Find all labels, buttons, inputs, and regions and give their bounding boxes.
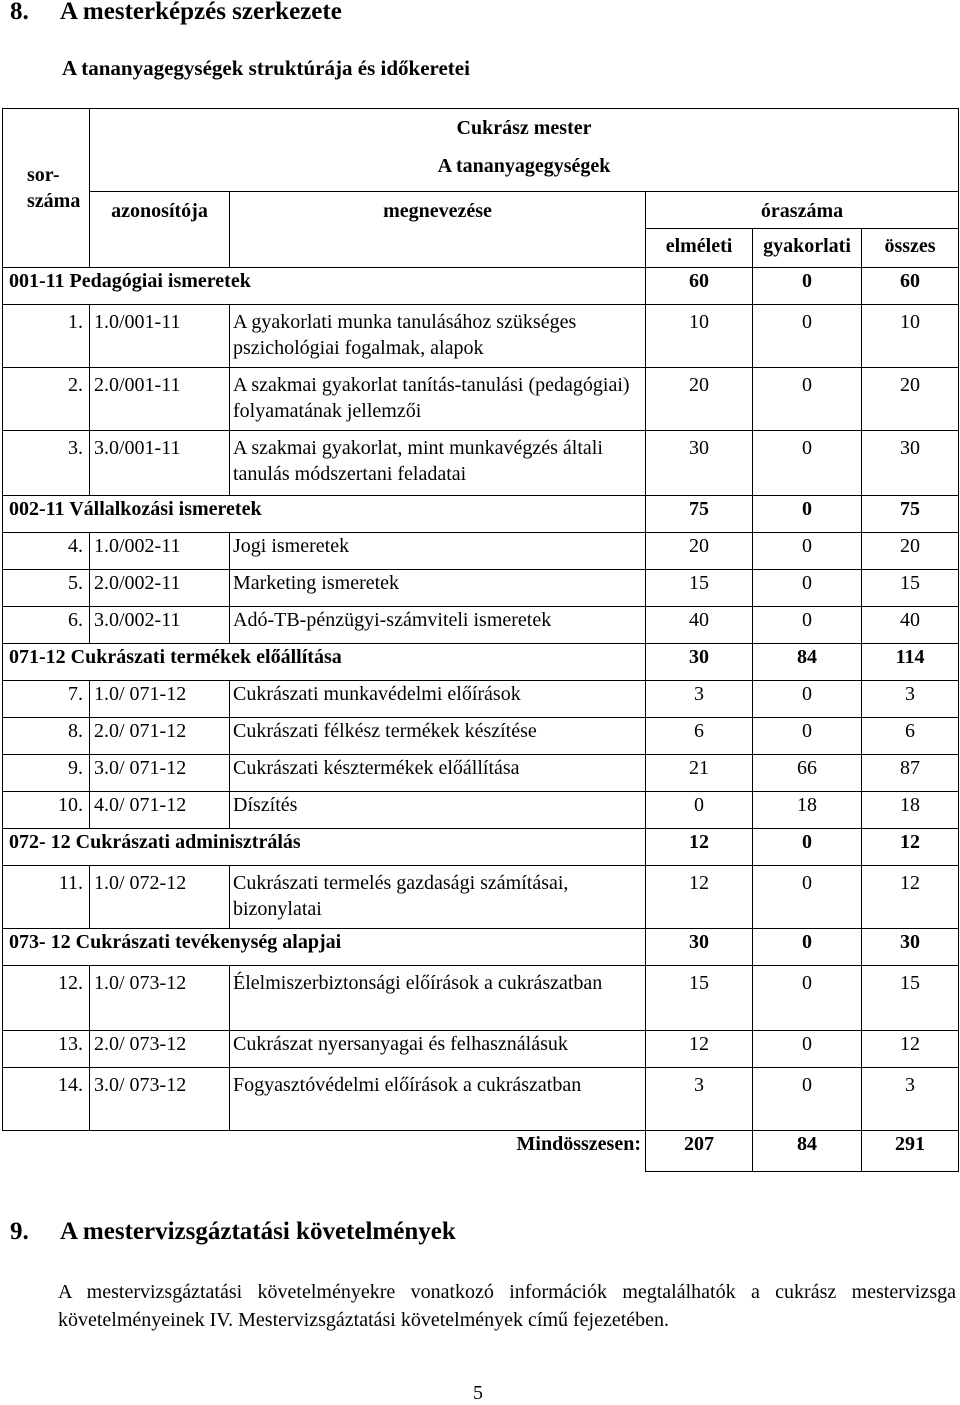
- row-id: 1.0/002-11: [90, 533, 230, 570]
- gyakorlati-value: 0: [753, 570, 862, 607]
- header-gyakorlati: gyakorlati: [753, 229, 862, 268]
- row-number: 7.: [3, 681, 90, 718]
- header-osszes: összes: [862, 229, 959, 268]
- total-label: Mindösszesen:: [3, 1131, 646, 1172]
- table-row: [3, 866, 959, 929]
- elmeleti-value: 30: [646, 644, 753, 681]
- header-sorszama: sor- száma: [3, 109, 90, 268]
- row-id: 3.0/001-11: [90, 431, 230, 496]
- table-row: [3, 792, 959, 829]
- osszes-value: 18: [862, 792, 959, 829]
- total-gyakorlati: 84: [753, 1131, 862, 1172]
- gyakorlati-value: 0: [753, 829, 862, 866]
- elmeleti-value: 15: [646, 966, 753, 1031]
- row-name: A szakmai gyakorlat tanítás-tanulási (pedagógiai) folyamatának jellemzői: [230, 368, 646, 431]
- osszes-value: 20: [862, 533, 959, 570]
- curriculum-table: [2, 108, 959, 1172]
- row-number: 11.: [3, 866, 90, 929]
- table-row: [3, 966, 959, 1031]
- gyakorlati-value: 0: [753, 305, 862, 368]
- section-number: 9.: [10, 1218, 29, 1245]
- elmeleti-value: 3: [646, 1068, 753, 1131]
- table-row: [3, 718, 959, 755]
- row-name: Cukrászati félkész termékek készítése: [230, 718, 646, 755]
- row-name: Élelmiszerbiztonsági előírások a cukrászatban: [230, 966, 646, 1031]
- section-9-heading: [10, 1218, 456, 1246]
- osszes-value: 3: [862, 1068, 959, 1131]
- row-id: 3.0/002-11: [90, 607, 230, 644]
- row-number: 2.: [3, 368, 90, 431]
- paragraph: A mestervizsgáztatási követelményekre vonatkozó információk megtalálhatók a cukrász mestervizsga követelményeinek IV. Mestervizsgáztatási követelmények című fejezetében.: [58, 1281, 956, 1331]
- table-row: [3, 755, 959, 792]
- gyakorlati-value: 0: [753, 368, 862, 431]
- table-row: [3, 1031, 959, 1068]
- row-name: Díszítés: [230, 792, 646, 829]
- section-row: [3, 829, 959, 866]
- row-id: 1.0/ 073-12: [90, 966, 230, 1031]
- gyakorlati-value: 18: [753, 792, 862, 829]
- section-number: 8.: [10, 0, 29, 25]
- section-row: [3, 496, 959, 533]
- table-row: [3, 431, 959, 496]
- elmeleti-value: 20: [646, 368, 753, 431]
- page-number: 5: [473, 1382, 483, 1404]
- osszes-value: 75: [862, 496, 959, 533]
- total-elmeleti: 207: [646, 1131, 753, 1172]
- osszes-value: 15: [862, 570, 959, 607]
- elmeleti-value: 0: [646, 792, 753, 829]
- row-id: 2.0/002-11: [90, 570, 230, 607]
- section-title: 072- 12 Cukrászati adminisztrálás: [3, 829, 646, 866]
- section-row: [3, 929, 959, 966]
- row-id: 2.0/ 073-12: [90, 1031, 230, 1068]
- row-number: 3.: [3, 431, 90, 496]
- elmeleti-value: 75: [646, 496, 753, 533]
- gyakorlati-value: 0: [753, 681, 862, 718]
- elmeleti-value: 60: [646, 268, 753, 305]
- elmeleti-value: 21: [646, 755, 753, 792]
- table-row: [3, 533, 959, 570]
- osszes-value: 12: [862, 829, 959, 866]
- elmeleti-value: 30: [646, 929, 753, 966]
- osszes-value: 114: [862, 644, 959, 681]
- osszes-value: 20: [862, 368, 959, 431]
- osszes-value: 60: [862, 268, 959, 305]
- row-number: 12.: [3, 966, 90, 1031]
- header-title-1: Cukrász mester: [90, 109, 959, 152]
- row-number: 5.: [3, 570, 90, 607]
- header-elmeleti: elméleti: [646, 229, 753, 268]
- osszes-value: 12: [862, 1031, 959, 1068]
- elmeleti-value: 20: [646, 533, 753, 570]
- row-id: 3.0/ 071-12: [90, 755, 230, 792]
- elmeleti-value: 30: [646, 431, 753, 496]
- section-8-heading: [10, 0, 342, 26]
- table-row: [3, 305, 959, 368]
- osszes-value: 12: [862, 866, 959, 929]
- table-row: [3, 368, 959, 431]
- row-name: Fogyasztóvédelmi előírások a cukrászatban: [230, 1068, 646, 1131]
- gyakorlati-value: 0: [753, 607, 862, 644]
- row-number: 13.: [3, 1031, 90, 1068]
- row-number: 14.: [3, 1068, 90, 1131]
- gyakorlati-value: 84: [753, 644, 862, 681]
- section-title: 071-12 Cukrászati termékek előállítása: [3, 644, 646, 681]
- header-azonositoja: azonosítója: [90, 192, 230, 268]
- osszes-value: 30: [862, 431, 959, 496]
- gyakorlati-value: 0: [753, 533, 862, 570]
- table-row: [3, 1068, 959, 1131]
- elmeleti-value: 10: [646, 305, 753, 368]
- row-name: Cukrászati termelés gazdasági számításai, bizonylatai: [230, 866, 646, 929]
- section-title: A mestervizsgáztatási követelmények: [60, 1218, 456, 1245]
- row-id: 2.0/ 071-12: [90, 718, 230, 755]
- row-number: 6.: [3, 607, 90, 644]
- table-row: [3, 570, 959, 607]
- osszes-value: 15: [862, 966, 959, 1031]
- elmeleti-value: 12: [646, 829, 753, 866]
- osszes-value: 87: [862, 755, 959, 792]
- row-id: 1.0/001-11: [90, 305, 230, 368]
- osszes-value: 40: [862, 607, 959, 644]
- row-name: Cukrászati késztermékek előállítása: [230, 755, 646, 792]
- osszes-value: 6: [862, 718, 959, 755]
- table-row: [3, 681, 959, 718]
- elmeleti-value: 12: [646, 866, 753, 929]
- header-oraszama: óraszáma: [646, 192, 959, 229]
- elmeleti-value: 15: [646, 570, 753, 607]
- header-megnevezese: megnevezése: [230, 192, 646, 268]
- row-id: 3.0/ 073-12: [90, 1068, 230, 1131]
- row-id: 4.0/ 071-12: [90, 792, 230, 829]
- row-id: 1.0/ 071-12: [90, 681, 230, 718]
- section-title: 073- 12 Cukrászati tevékenység alapjai: [3, 929, 646, 966]
- gyakorlati-value: 0: [753, 1031, 862, 1068]
- gyakorlati-value: 0: [753, 718, 862, 755]
- osszes-value: 30: [862, 929, 959, 966]
- total-row: [3, 1131, 959, 1172]
- row-number: 8.: [3, 718, 90, 755]
- section-title: 002-11 Vállalkozási ismeretek: [3, 496, 646, 533]
- elmeleti-value: 6: [646, 718, 753, 755]
- osszes-value: 3: [862, 681, 959, 718]
- gyakorlati-value: 66: [753, 755, 862, 792]
- row-name: Jogi ismeretek: [230, 533, 646, 570]
- elmeleti-value: 12: [646, 1031, 753, 1068]
- section-title: A mesterképzés szerkezete: [60, 0, 342, 25]
- row-id: 2.0/001-11: [90, 368, 230, 431]
- gyakorlati-value: 0: [753, 866, 862, 929]
- gyakorlati-value: 0: [753, 929, 862, 966]
- elmeleti-value: 3: [646, 681, 753, 718]
- gyakorlati-value: 0: [753, 496, 862, 533]
- row-name: Marketing ismeretek: [230, 570, 646, 607]
- section-row: [3, 268, 959, 305]
- header-title-2: A tananyagegységek: [90, 151, 959, 192]
- gyakorlati-value: 0: [753, 1068, 862, 1131]
- osszes-value: 10: [862, 305, 959, 368]
- row-name: Cukrászati munkavédelmi előírások: [230, 681, 646, 718]
- subtitle: A tananyagegységek struktúrája és időkeretei: [62, 56, 470, 80]
- gyakorlati-value: 0: [753, 966, 862, 1031]
- row-number: 4.: [3, 533, 90, 570]
- section-row: [3, 644, 959, 681]
- row-number: 10.: [3, 792, 90, 829]
- row-name: A gyakorlati munka tanulásához szükséges pszichológiai fogalmak, alapok: [230, 305, 646, 368]
- row-id: 1.0/ 072-12: [90, 866, 230, 929]
- row-name: Cukrászat nyersanyagai és felhasználásuk: [230, 1031, 646, 1068]
- gyakorlati-value: 0: [753, 268, 862, 305]
- section-title: 001-11 Pedagógiai ismeretek: [3, 268, 646, 305]
- row-name: Adó-TB-pénzügyi-számviteli ismeretek: [230, 607, 646, 644]
- gyakorlati-value: 0: [753, 431, 862, 496]
- table-row: [3, 607, 959, 644]
- total-osszes: 291: [862, 1131, 959, 1172]
- row-number: 1.: [3, 305, 90, 368]
- row-name: A szakmai gyakorlat, mint munkavégzés általi tanulás módszertani feladatai: [230, 431, 646, 496]
- elmeleti-value: 40: [646, 607, 753, 644]
- row-number: 9.: [3, 755, 90, 792]
